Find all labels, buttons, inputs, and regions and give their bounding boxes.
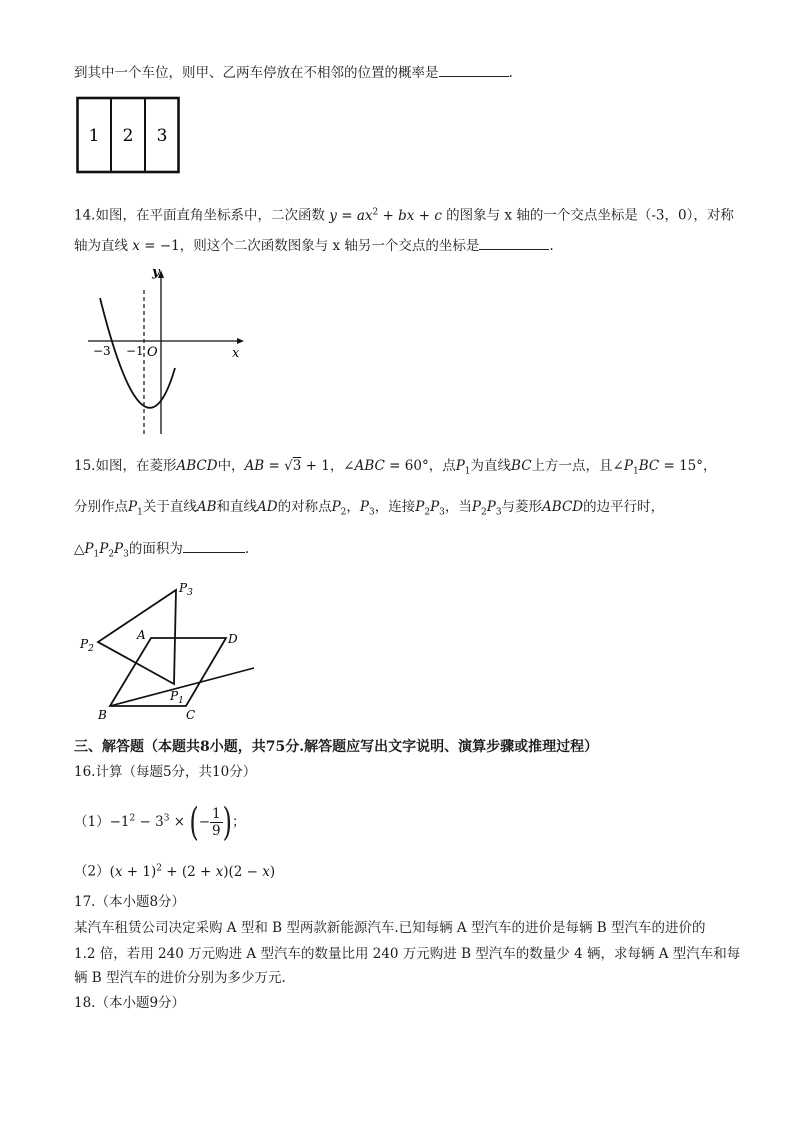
q15-line1: 15.如图，在菱形ABCD中，AB = √3 + 1，∠ABC = 60°，点$P_1$为直线BC上方一点，且$\angle P_1BC = 15^\circ$，: [74, 458, 717, 477]
fraction: − $\frac{1}{9}$: [198, 806, 221, 839]
axis-equation: x = −1: [132, 238, 180, 254]
q16-part2: $(2)(x + 1)^2 + (2 + x)(2 - x)$: [74, 863, 276, 880]
label-a: A: [137, 628, 146, 642]
q15-line2: 分别作点$P_1$关于直线AB和直线AD的对称点$P_2$，$P_3$，连接$P_2P_3$，当$P_2P_3$与菱形ABCD的边平行时，: [74, 499, 665, 518]
x-axis-label: x: [232, 346, 240, 361]
label-p1: $P_1$: [170, 689, 184, 706]
section-heading: 三、解答题（本题共8小题，共75分.解答题应写出文字说明、演算步骤或推理过程）: [74, 739, 599, 755]
q15-line3: $\triangle P_1P_2P_3$的面积为 .: [74, 538, 249, 565]
tick-neg1: −1: [126, 344, 144, 358]
q17-body-line3: 辆 B 型汽车的进价分别为多少万元.: [74, 970, 286, 986]
q17-body-line2: 1.2 倍，若用 240 万元购进 A 型汽车的数量比用 240 万元购进 B 型汽车的数量少 4 辆，求每辆 A 型汽车和每: [74, 946, 741, 962]
q13-text: 到其中一个车位，则甲、乙两车停放在不相邻的位置的概率是 .: [74, 62, 513, 83]
y-axis-label: y: [152, 265, 160, 280]
slot-2: 2: [122, 126, 134, 146]
label-d: D: [228, 632, 238, 646]
answer-blank: [183, 538, 245, 553]
expression-1: $-1^2 - 3^3$ ×: [109, 813, 190, 830]
label-p2: $P_2$: [80, 637, 94, 654]
q18-title: 18.（本小题9分）: [74, 995, 186, 1011]
answer-blank: [439, 62, 509, 77]
expression-2: $(x + 1)^2 + (2 + x)(2 - x)$: [109, 863, 276, 880]
slot-1: 1: [88, 126, 100, 146]
label-c: C: [186, 708, 196, 722]
parking-slots-figure: [76, 96, 180, 174]
q14-line1: 14.如图，在平面直角坐标系中，二次函数 $y = ax^2$ + bx + c 的图象与 x 轴的一个交点坐标是（-3，0），对称: [74, 207, 734, 224]
parabola-graph: [82, 262, 252, 438]
q14-line2: 轴为直线 x = −1，则这个二次函数图象与 x 轴另一个交点的坐标是 .: [74, 235, 554, 256]
q16-title: 16.计算（每题5分，共10分）: [74, 764, 257, 780]
answer-blank: [479, 235, 549, 250]
slot-3: 3: [156, 126, 168, 146]
label-p3: $P_3$: [179, 581, 193, 598]
q16-part1: $(1)-1^2 - 3^3$ × (− $\frac{1}{9}$ )；: [74, 799, 246, 844]
origin-label: O: [147, 345, 158, 360]
q17-title: 17.（本小题8分）: [74, 894, 186, 910]
label-b: B: [98, 708, 107, 722]
q17-body-line1: 某汽车租赁公司决定采购 A 型和 B 型两款新能源汽车.已知每辆 A 型汽车的进价是每辆 B 型汽车的进价的: [74, 920, 706, 936]
quadratic-formula: $y = ax^2$ + bx + c: [329, 207, 442, 224]
rhombus-figure: [76, 576, 258, 724]
tick-neg3: −3: [93, 344, 111, 358]
